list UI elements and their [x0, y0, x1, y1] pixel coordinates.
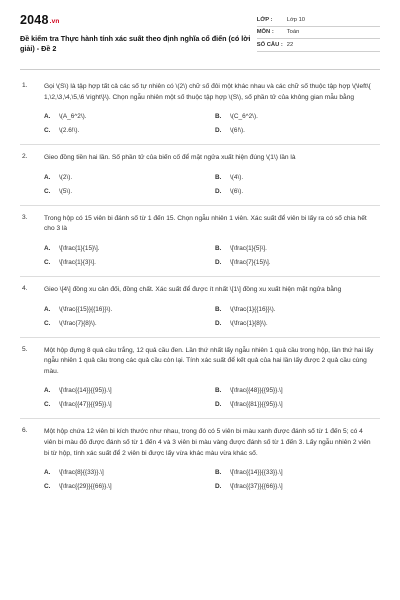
- meta-row-count: [257, 39, 380, 52]
- meta-value: 22: [286, 41, 294, 48]
- answer-options: [44, 469, 374, 490]
- option-key: A.: [44, 173, 51, 181]
- answer-option[interactable]: [215, 483, 374, 490]
- option-key: D.: [215, 127, 222, 135]
- answer-option[interactable]: [44, 483, 215, 490]
- answer-option[interactable]: [44, 320, 215, 327]
- option-key: B.: [215, 305, 222, 313]
- option-key: B.: [215, 387, 222, 395]
- answer-option[interactable]: [44, 387, 215, 394]
- question-number: 4.: [22, 284, 28, 292]
- question-5: [20, 346, 380, 409]
- option-key: B.: [215, 113, 222, 121]
- question-6: [20, 427, 380, 490]
- meta-value: Toán: [286, 29, 300, 36]
- answer-option[interactable]: [215, 174, 374, 181]
- exam-title: Đề kiểm tra Thực hành tính xác suất theo định nghĩa cổ điển (có lời giải) - Đề 2: [20, 34, 251, 53]
- answer-option[interactable]: [44, 174, 215, 181]
- option-text: \[\frac{{29}}{{66}}.\]: [59, 483, 112, 491]
- answer-option[interactable]: [44, 188, 215, 195]
- question-number: 3.: [22, 213, 28, 221]
- question-2: [20, 153, 380, 195]
- answer-option[interactable]: [44, 127, 215, 134]
- option-key: B.: [215, 173, 222, 181]
- brand-name: 2048: [20, 13, 49, 27]
- answer-option[interactable]: [215, 245, 374, 252]
- answer-option[interactable]: [215, 401, 374, 408]
- option-key: C.: [44, 258, 51, 266]
- option-text: \[\frac{{47}}{{95}}.\]: [59, 401, 112, 409]
- option-text: \[\frac{8}{{33}}.\]: [59, 469, 104, 477]
- answer-options: [44, 387, 374, 408]
- option-text: \(\frac{1}{{16}}\).: [230, 305, 276, 313]
- meta-key: MÔN :: [256, 29, 274, 36]
- header-left: [20, 13, 257, 53]
- option-text: \[\frac{{48}}{{95}}.\]: [230, 387, 283, 395]
- question-divider: [20, 205, 380, 206]
- brand-logo[interactable]: [20, 13, 257, 29]
- option-key: C.: [44, 483, 51, 491]
- question-number: 6.: [22, 427, 28, 435]
- meta-row-subject: [257, 27, 380, 40]
- answer-options: [44, 113, 374, 134]
- question-divider: [20, 337, 380, 338]
- option-text: \(6\).: [230, 187, 244, 195]
- answer-option[interactable]: [44, 401, 215, 408]
- question-text: Gọi \(S\) là tập hợp tất cả các số tự nhiên có \(2\) chữ số đôi một khác nhau và các chữ số thuộc tập hợp \(\left\{ 1,\2,\3,\4,\5,\6 \right\}\). Chọn ngẫu nhiên một số thuộc tập hợp \(S\), số phần tử của không gian mẫu bằng: [44, 83, 371, 101]
- option-key: C.: [44, 401, 51, 409]
- question-divider: [20, 144, 380, 145]
- option-text: \(5\).: [59, 187, 73, 195]
- question-number: 2.: [22, 153, 28, 161]
- question-divider: [20, 418, 380, 419]
- option-text: \[\frac{{14}}{{33}}.\]: [230, 469, 283, 477]
- option-text: \[\frac{{37}}{{66}}.\]: [230, 483, 283, 491]
- answer-option[interactable]: [215, 113, 374, 120]
- question-text: Trong hộp có 15 viên bi đánh số từ 1 đến 15. Chọn ngẫu nhiên 1 viên. Xác suất để viên bi lấy ra có số chia hết cho 3 là: [44, 214, 367, 233]
- meta-key: SỐ CÂU :: [256, 41, 283, 48]
- question-list: [20, 82, 380, 490]
- question-text: Gieo \[4\] đồng xu cân đối, đồng chất. Xác suất để được ít nhất \[1\] đồng xu xuất hiện mặt ngửa bằng: [44, 285, 342, 293]
- option-key: A.: [44, 244, 51, 252]
- answer-option[interactable]: [44, 259, 215, 266]
- option-key: A.: [44, 113, 51, 121]
- option-key: C.: [44, 127, 51, 135]
- question-text: Gieo đồng tiền hai lần. Số phần tử của biến cố để mặt ngửa xuất hiện đúng \(1\) lần là: [44, 154, 296, 162]
- question-4: [20, 285, 380, 327]
- option-key: D.: [215, 319, 222, 327]
- option-text: \[\frac{7}{15}\].: [230, 258, 271, 266]
- option-key: D.: [215, 187, 222, 195]
- option-text: \(4\).: [230, 173, 244, 181]
- answer-option[interactable]: [215, 387, 374, 394]
- answer-option[interactable]: [44, 469, 215, 476]
- option-text: \(\frac{1}{8}\).: [230, 319, 268, 327]
- answer-option[interactable]: [215, 306, 374, 313]
- question-1: [20, 82, 380, 134]
- option-key: B.: [215, 469, 222, 477]
- option-key: A.: [44, 387, 51, 395]
- page-header: [20, 13, 380, 63]
- question-number: 5.: [22, 345, 28, 353]
- answer-option[interactable]: [215, 127, 374, 134]
- brand-suffix: .vn: [49, 18, 60, 25]
- answer-options: [44, 174, 374, 195]
- option-key: D.: [215, 483, 222, 491]
- option-key: A.: [44, 305, 51, 313]
- option-text: \[\frac{{81}}{{95}}.\]: [230, 401, 283, 409]
- question-number: 1.: [22, 82, 28, 89]
- option-key: C.: [44, 187, 51, 195]
- option-text: \(6!\).: [230, 127, 245, 135]
- meta-value: Lớp 10: [286, 16, 306, 23]
- answer-option[interactable]: [215, 188, 374, 195]
- option-key: C.: [44, 319, 51, 327]
- answer-option[interactable]: [215, 469, 374, 476]
- meta-row-class: [257, 14, 380, 27]
- answer-options: [44, 306, 374, 327]
- answer-option[interactable]: [215, 259, 374, 266]
- answer-option[interactable]: [44, 306, 215, 313]
- option-text: \(2\).: [59, 173, 73, 181]
- question-divider: [20, 276, 380, 277]
- option-text: \[\frac{{14}}{{95}}.\]: [59, 387, 112, 395]
- option-key: D.: [215, 258, 222, 266]
- option-text: \(2.6!\).: [59, 127, 80, 135]
- question-text: Một hộp đựng 8 quả cầu trắng, 12 quả cầu đen. Lần thứ nhất lấy ngẫu nhiên 1 quả cầu trong hộp, lần thứ hai lấy ngẫu nhiên 1 quả cầu trong các quả cầu còn lại. Tính xác suất để kết quả của hai lần lấy được 2 quả cầu cùng màu.: [44, 346, 374, 375]
- exam-meta: [257, 14, 380, 52]
- answer-option[interactable]: [215, 320, 374, 327]
- question-text: Một hộp chứa 12 viên bi kích thước như nhau, trong đó có 5 viên bi màu xanh được đánh số từ 1 đến 5; có 4 viên bi màu đỏ được đánh số từ 1 đến 4 và 3 viên bi màu vàng được đánh số từ 1 đến 3. Lấy ngẫu nhiên 2 viên bi từ hộp, tính xác suất để 2 viên bi được lấy vừa khác màu vừa khác số.: [44, 428, 371, 457]
- meta-key: LỚP :: [256, 16, 273, 23]
- option-text: \(\frac{{15}}{{16}}\).: [59, 305, 113, 313]
- option-text: \(A_6^2\).: [59, 113, 87, 121]
- option-text: \(C_6^2\).: [230, 113, 258, 121]
- option-text: \[\frac{1}{15}\].: [59, 244, 100, 252]
- question-3: [20, 214, 380, 266]
- option-text: \[\frac{1}{5}\].: [230, 244, 267, 252]
- answer-options: [44, 245, 374, 266]
- answer-option[interactable]: [44, 113, 215, 120]
- answer-option[interactable]: [44, 245, 215, 252]
- option-key: A.: [44, 469, 51, 477]
- option-key: B.: [215, 244, 222, 252]
- option-text: \(\frac{7}{8}\).: [59, 319, 97, 327]
- option-text: \[\frac{1}{3}\].: [59, 258, 96, 266]
- option-key: D.: [215, 401, 222, 409]
